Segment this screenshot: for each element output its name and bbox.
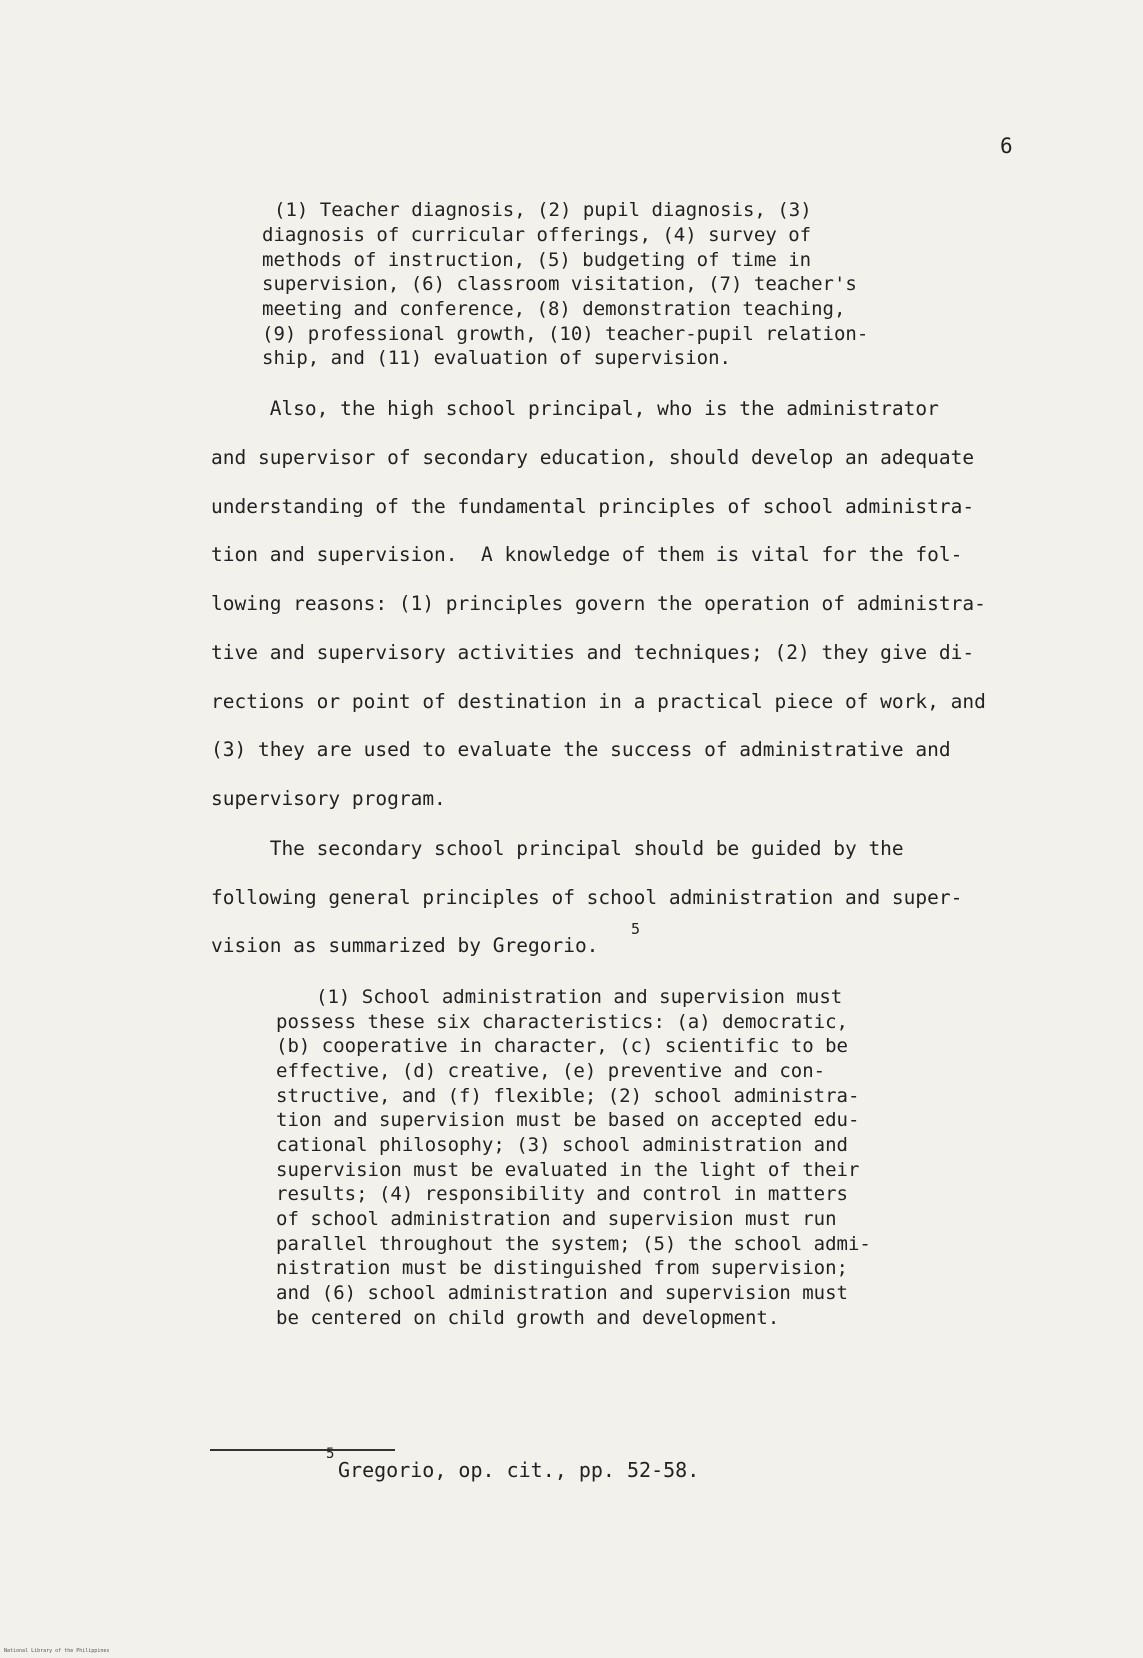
block-quote-line: (1) School administration and supervision must [316,986,843,1008]
body-line: tive and supervisory activities and techniques; (2) they give di- [211,641,975,664]
body-line: lowing reasons: (1) principles govern the operation of administra- [211,592,986,615]
body-line: Also, the high school principal, who is the administrator [211,397,939,420]
block-quote-line: and (6) school administration and supervision must [276,1282,848,1304]
body-line: supervisory program. [211,787,446,810]
footnote-mark: 5 [326,1446,335,1462]
body-line: tion and supervision. A knowledge of them is vital for the fol- [211,543,963,566]
footnote-text: Gregorio, op. cit., pp. 52-58. [338,1458,700,1482]
footnote-rule [210,1449,395,1451]
block-quote-line: structive, and (f) flexible; (2) school administra- [276,1085,860,1107]
block-quote-line: ship, and (11) evaluation of supervision. [262,347,731,369]
block-quote-line: results; (4) responsibility and control in matters [276,1183,848,1205]
block-quote-line: methods of instruction, (5) budgeting of time in [262,249,812,271]
block-quote-line: cational philosophy; (3) school administration and [276,1134,848,1156]
block-quote-line: nistration must be distinguished from supervision; [276,1257,848,1279]
block-quote-line: tion and supervision must be based on accepted edu- [276,1109,860,1131]
block-quote-line: diagnosis of curricular offerings, (4) survey of [262,224,812,246]
block-quote-line: possess these six characteristics: (a) democratic, [276,1011,848,1033]
body-line: following general principles of school administration and super- [211,886,963,909]
block-quote-line: supervision, (6) classroom visitation, (7) teacher's [262,273,857,295]
body-line: and supervisor of secondary education, should develop an adequate [211,446,975,469]
block-quote-line: effective, (d) creative, (e) preventive and con- [276,1060,826,1082]
body-line: understanding of the fundamental principles of school administra- [211,495,975,518]
block-quote-line: parallel throughout the system; (5) the school admi- [276,1233,871,1255]
body-line: rections or point of destination in a practical piece of work, and [211,690,986,713]
block-quote-line: supervision must be evaluated in the light of their [276,1159,860,1181]
footnote-reference: 5 [631,920,641,938]
archive-footer: National Library of the Philippines [4,1648,110,1654]
block-quote-line: meeting and conference, (8) demonstration teaching, [262,298,846,320]
page-number: 6 [1000,134,1013,158]
block-quote-line: be centered on child growth and development. [276,1307,780,1329]
block-quote-line: (9) professional growth, (10) teacher-pupil relation- [262,323,869,345]
body-line: The secondary school principal should be guided by the [211,837,904,860]
body-line: (3) they are used to evaluate the success of administrative and [211,738,951,761]
block-quote-line: of school administration and supervision must run [276,1208,837,1230]
body-line: vision as summarized by Gregorio. [211,934,599,957]
block-quote-line: (1) Teacher diagnosis, (2) pupil diagnosis, (3) [274,199,812,221]
block-quote-line: (b) cooperative in character, (c) scientific to be [276,1035,848,1057]
